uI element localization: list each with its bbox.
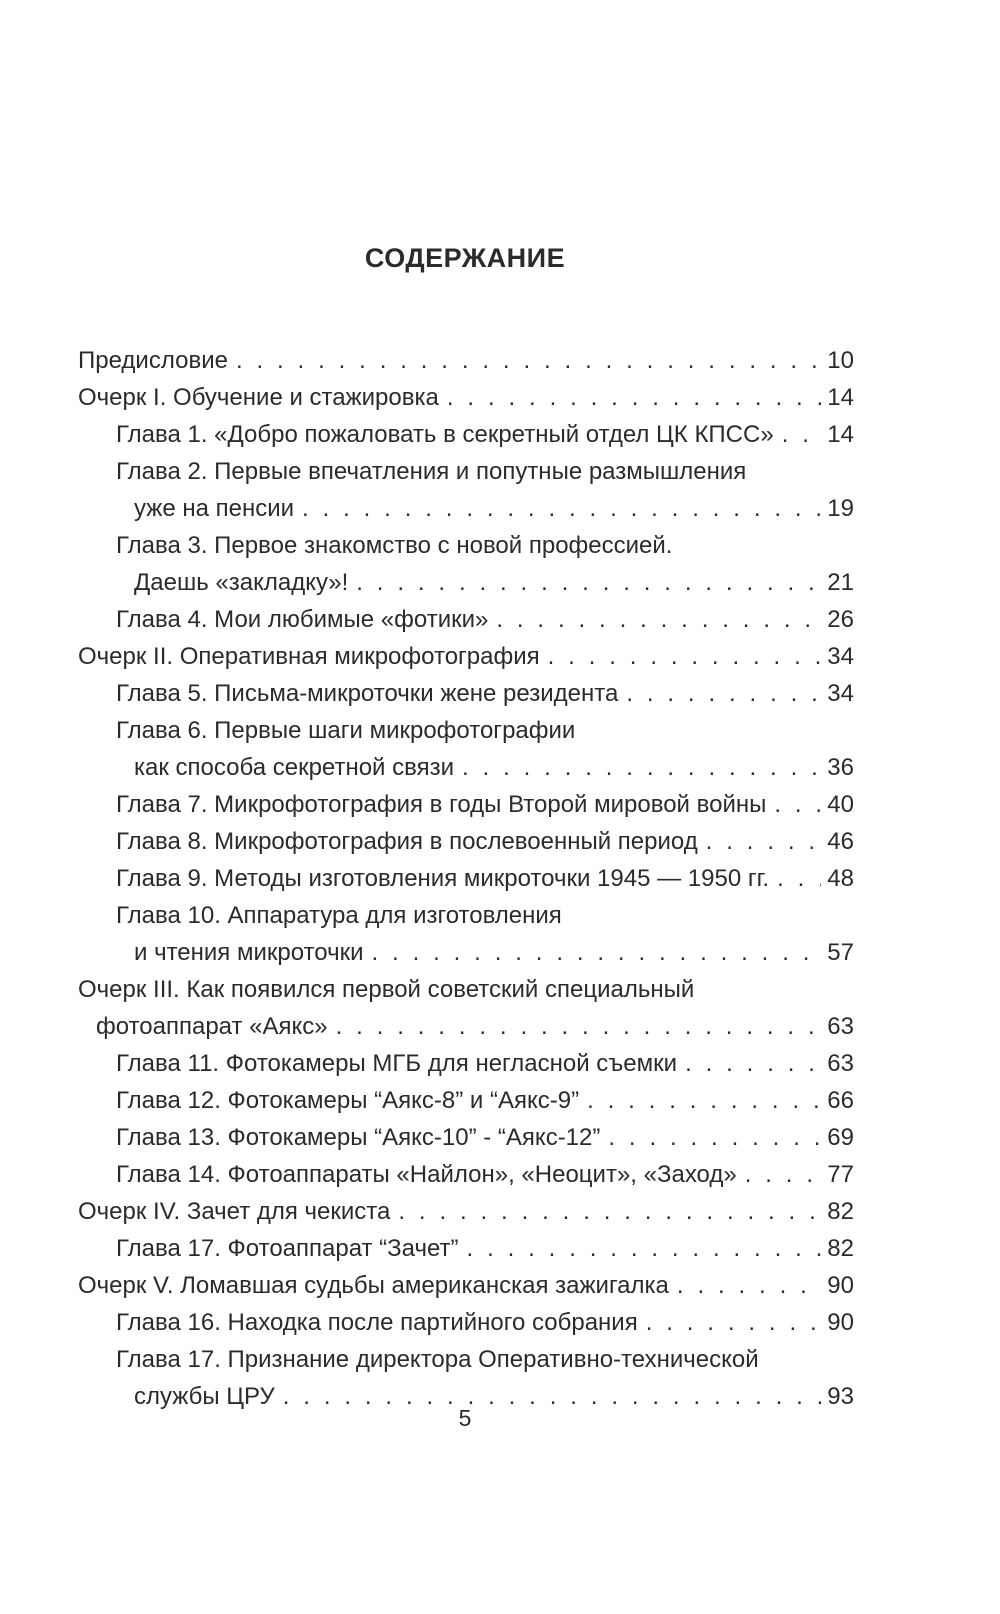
toc-entry-text: Глава 17. Признание директора Оперативно-технической xyxy=(116,1346,759,1373)
toc-page-number: 82 xyxy=(827,1198,854,1225)
toc-entry-text: Глава 13. Фотокамеры “Аякс-10” - “Аякс-12” xyxy=(116,1124,601,1151)
toc-entry-continuation xyxy=(78,490,854,527)
toc-entry xyxy=(78,342,854,379)
toc-entry-text: Глава 11. Фотокамеры МГБ для негласной съемки xyxy=(116,1050,678,1077)
toc-page-number: 34 xyxy=(827,680,854,707)
toc-page-number: 63 xyxy=(827,1050,854,1077)
toc-page-number: 19 xyxy=(827,495,854,522)
toc-entry-text: Глава 17. Фотоаппарат “Зачет” xyxy=(116,1235,459,1262)
toc-page-number: 82 xyxy=(827,1235,854,1262)
toc-entry xyxy=(78,638,854,675)
toc-entry-text: Очерк I. Обучение и стажировка xyxy=(78,384,439,411)
toc-entry-text: Глава 6. Первые шаги микрофотографии xyxy=(116,717,576,744)
dot-leader xyxy=(467,1230,822,1267)
toc-entry-text: Глава 2. Первые впечатления и попутные размышления xyxy=(116,458,747,485)
toc-entry-text: Глава 14. Фотоаппараты «Найлон», «Неоцит», «Заход» xyxy=(116,1161,737,1188)
dot-leader xyxy=(236,342,821,379)
table-of-contents xyxy=(78,342,854,1415)
dot-leader xyxy=(608,1119,821,1156)
toc-page-number: 40 xyxy=(827,791,854,818)
toc-entry xyxy=(78,453,854,490)
toc-page-number: 21 xyxy=(827,569,854,596)
toc-entry xyxy=(78,1341,854,1378)
dot-leader xyxy=(302,490,821,527)
dot-leader xyxy=(777,860,821,897)
toc-entry-text: Глава 4. Мои любимые «фотики» xyxy=(116,606,489,633)
dot-leader xyxy=(372,934,822,971)
toc-page-number: 90 xyxy=(827,1309,854,1336)
toc-page-number: 48 xyxy=(827,865,854,892)
dot-leader xyxy=(447,379,821,416)
toc-page-number: 69 xyxy=(827,1124,854,1151)
toc-entry-text: Очерк II. Оперативная микрофотография xyxy=(78,643,540,670)
page-number-footer: 5 xyxy=(458,1405,472,1431)
toc-page-number: 34 xyxy=(827,643,854,670)
toc-entry-text: Глава 3. Первое знакомство с новой профессией. xyxy=(116,532,673,559)
toc-page-number: 14 xyxy=(827,421,854,448)
toc-entry-text: Глава 7. Микрофотография в годы Второй мировой войны xyxy=(116,791,767,818)
dot-leader xyxy=(548,638,822,675)
dot-leader xyxy=(646,1304,822,1341)
toc-page-number: 93 xyxy=(827,1383,854,1410)
toc-entry xyxy=(78,1082,854,1119)
dot-leader xyxy=(706,823,822,860)
dot-leader xyxy=(774,786,821,823)
dot-leader xyxy=(398,1193,821,1230)
toc-entry-text: Очерк IV. Зачет для чекиста xyxy=(78,1198,391,1225)
dot-leader xyxy=(677,1267,821,1304)
toc-page-number: 26 xyxy=(827,606,854,633)
toc-entry xyxy=(78,1193,854,1230)
toc-entry xyxy=(78,1045,854,1082)
toc-entry-continuation xyxy=(78,749,854,786)
dot-leader xyxy=(685,1045,821,1082)
toc-entry-text: уже на пенсии xyxy=(134,495,295,522)
toc-page-number: 63 xyxy=(827,1013,854,1040)
toc-entry-continuation xyxy=(78,934,854,971)
toc-entry xyxy=(78,1156,854,1193)
toc-entry-text: как способа секретной связи xyxy=(134,754,455,781)
toc-entry-text: Глава 8. Микрофотография в послевоенный период xyxy=(116,828,698,855)
toc-page-number: 14 xyxy=(827,384,854,411)
toc-entry xyxy=(78,1230,854,1267)
toc-entry-text: Очерк III. Как появился первой советский специальный xyxy=(78,976,695,1003)
toc-entry xyxy=(78,786,854,823)
toc-entry xyxy=(78,712,854,749)
toc-entry xyxy=(78,1267,854,1304)
toc-entry xyxy=(78,1304,854,1341)
toc-entry xyxy=(78,1119,854,1156)
dot-leader xyxy=(336,1008,822,1045)
toc-page-number: 77 xyxy=(827,1161,854,1188)
toc-entry xyxy=(78,675,854,712)
toc-entry-text: Глава 9. Методы изготовления микроточки 1945 — 1950 гг. xyxy=(116,865,770,892)
dot-leader xyxy=(462,749,821,786)
toc-entry xyxy=(78,416,854,453)
toc-entry-text: Глава 16. Находка после партийного собрания xyxy=(116,1309,638,1336)
dot-leader xyxy=(782,416,822,453)
toc-page-number: 57 xyxy=(827,939,854,966)
toc-entry xyxy=(78,601,854,638)
toc-entry-text: Очерк V. Ломавшая судьбы американская зажигалка xyxy=(78,1272,669,1299)
toc-page-number: 10 xyxy=(827,347,854,374)
toc-page-number: 36 xyxy=(827,754,854,781)
toc-entry-continuation xyxy=(78,1008,854,1045)
toc-entry-text: Предисловие xyxy=(78,347,228,374)
toc-entry xyxy=(78,527,854,564)
toc-page-number: 66 xyxy=(827,1087,854,1114)
dot-leader xyxy=(496,601,821,638)
toc-entry-text: Даешь «закладку»! xyxy=(134,569,349,596)
toc-entry xyxy=(78,897,854,934)
toc-entry-text: и чтения микроточки xyxy=(134,939,364,966)
toc-entry-text: Глава 1. «Добро пожаловать в секретный отдел ЦК КПСС» xyxy=(116,421,774,448)
toc-entry-text: службы ЦРУ xyxy=(134,1383,275,1410)
toc-entry xyxy=(78,379,854,416)
toc-entry-text: Глава 12. Фотокамеры “Аякс-8” и “Аякс-9” xyxy=(116,1087,580,1114)
toc-entry xyxy=(78,823,854,860)
toc-entry-text: Глава 10. Аппаратура для изготовления xyxy=(116,902,562,929)
dot-leader xyxy=(745,1156,822,1193)
toc-entry-text: Глава 5. Письма-микроточки жене резидента xyxy=(116,680,619,707)
toc-entry xyxy=(78,860,854,897)
dot-leader xyxy=(626,675,821,712)
dot-leader xyxy=(356,564,821,601)
toc-entry-text: фотоаппарат «Аякс» xyxy=(96,1013,328,1040)
toc-entry-continuation xyxy=(78,564,854,601)
page-title: СОДЕРЖАНИЕ xyxy=(364,243,566,273)
toc-page-number: 90 xyxy=(827,1272,854,1299)
dot-leader xyxy=(587,1082,821,1119)
toc-page-number: 46 xyxy=(827,828,854,855)
toc-entry xyxy=(78,971,854,1008)
